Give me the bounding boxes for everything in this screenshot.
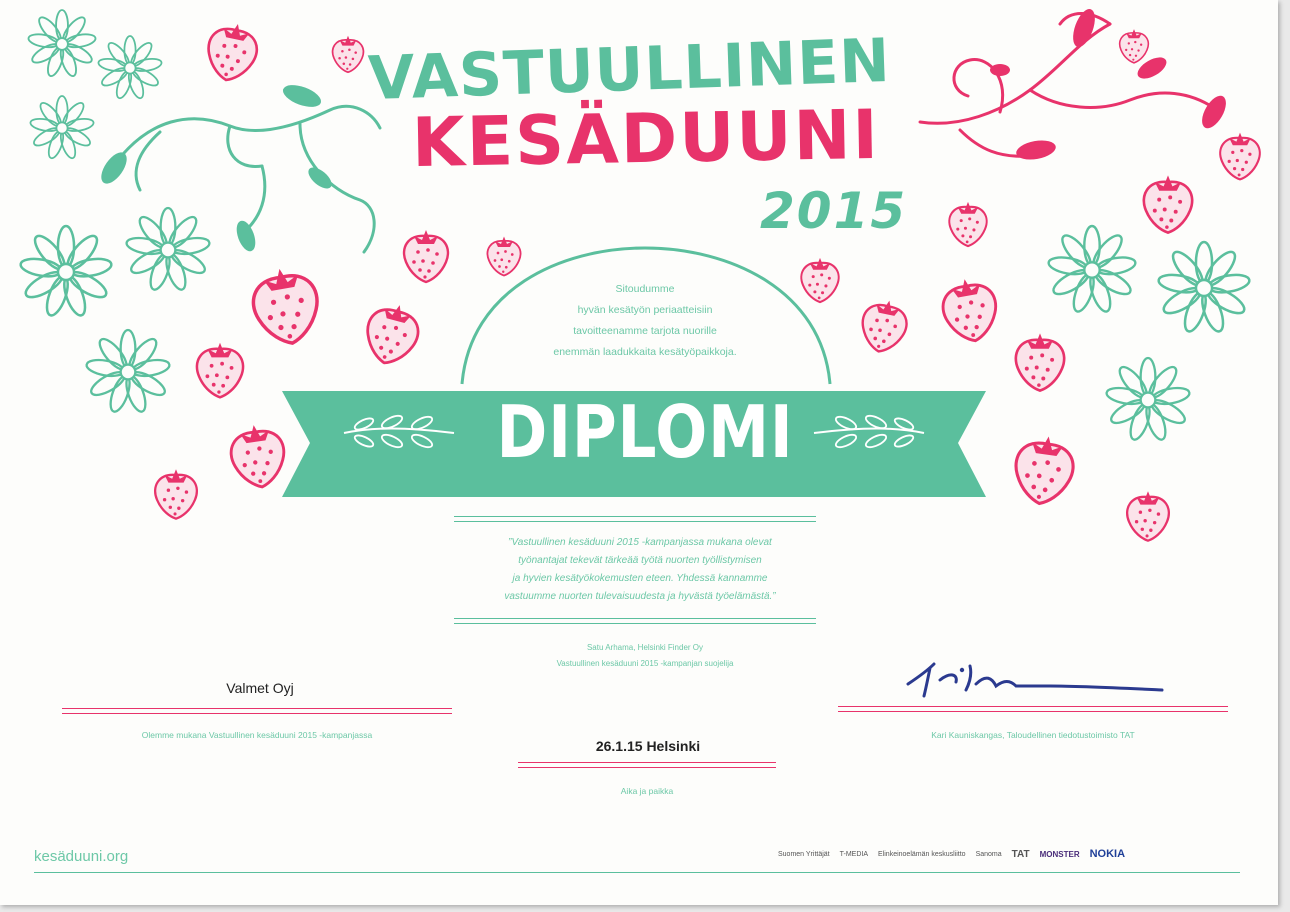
signer-caption: Kari Kauniskangas, Taloudellinen tiedotustoimisto TAT (931, 730, 1135, 740)
quote-rule-top (454, 516, 816, 522)
sponsor-logo: Sanoma (975, 850, 1002, 858)
quote-rule-bottom (454, 618, 816, 624)
flower-icon (30, 96, 95, 160)
company-rule (62, 708, 452, 714)
strawberry-icon (228, 421, 289, 490)
strawberry-icon (404, 230, 448, 282)
flower-icon (125, 208, 210, 292)
pledge-text (505, 279, 785, 363)
sponsor-logo: Elinkeinoelämän keskusliitto (878, 850, 966, 858)
sponsor-logo: T-MEDIA (839, 850, 869, 858)
flower-icon (27, 10, 96, 78)
strawberry-icon (155, 469, 197, 518)
sponsor-logo: NOKIA (1089, 848, 1126, 860)
quote-line: ”Vastuullinen kesäduuni 2015 -kampanjassa mukana olevat (508, 537, 772, 548)
strawberry-icon (488, 237, 521, 276)
date-caption: Aika ja paikka (620, 786, 674, 796)
title-line-1: VASTUULLINEN (366, 25, 892, 115)
flower-icon (98, 36, 163, 100)
patron-line: Satu Arhama, Helsinki Finder Oy (586, 643, 704, 652)
signature-rule (838, 706, 1228, 712)
strawberry-icon (1127, 491, 1169, 540)
sponsor-logo: Suomen Yrittäjät (778, 850, 830, 858)
date-rule (518, 762, 776, 768)
strawberry-icon (801, 258, 838, 302)
pledge-line: tavoitteenamme tarjota nuorille (573, 325, 717, 337)
strawberry-icon (1120, 29, 1149, 63)
title-line-2: KESÄDUUNI (411, 95, 881, 184)
strawberry-icon (857, 296, 911, 356)
strawberry-icon (1011, 433, 1077, 508)
strawberry-icon (1016, 333, 1064, 390)
quote-line: ja hyvien kesätyökokemusten eteen. Yhdessä kannamme (512, 573, 768, 584)
strawberry-icon (360, 299, 424, 370)
quote-text (440, 534, 840, 606)
flower-icon (1105, 358, 1190, 442)
flower-icon (1047, 226, 1136, 314)
pledge-line: hyvän kesätyön periaatteisiin (577, 304, 713, 316)
flower-icon (19, 226, 112, 318)
strawberry-icon (1144, 175, 1192, 232)
patron-note (480, 640, 810, 672)
strawberry-icon (939, 275, 1002, 346)
strawberry-icon (333, 36, 364, 72)
diploma-heading: DIPLOMI (496, 390, 794, 474)
sponsor-logo: TAT (1011, 848, 1030, 860)
handwritten-signature (900, 650, 1170, 700)
vine-left (96, 81, 380, 254)
footer-url: kesäduuni.org (34, 848, 129, 865)
date-place: 26.1.15 Helsinki (595, 738, 701, 754)
footer-rule (34, 872, 1240, 873)
flower-icon (85, 330, 170, 414)
company-caption: Olemme mukana Vastuullinen kesäduuni 2015 -kampanjassa (141, 730, 373, 740)
flower-icon (1157, 242, 1250, 334)
strawberry-icon (202, 19, 261, 85)
company-name: Valmet Oyj (226, 680, 294, 696)
pledge-line: Sitoudumme (615, 283, 675, 295)
strawberry-icon (1220, 133, 1260, 180)
strawberry-icon (949, 202, 986, 246)
pledge-line: enemmän laadukkaita kesätyöpaikkoja. (553, 346, 737, 358)
quote-line: vastuumme nuorten tulevaisuudesta ja hyvästä työelämästä.” (504, 591, 776, 602)
strawberry-icon (248, 263, 324, 348)
vine-right (920, 6, 1231, 162)
quote-line: työnantajat tekevät tärkeää työtä nuorten työllistymisen (518, 555, 762, 566)
patron-line: Vastuullinen kesäduuni 2015 -kampanjan suojelija (556, 659, 734, 668)
strawberry-icon (197, 343, 243, 398)
title-year: 2015 (760, 182, 908, 240)
sponsor-logos (778, 848, 1125, 860)
sponsor-logo: MONSTER (1039, 849, 1080, 859)
